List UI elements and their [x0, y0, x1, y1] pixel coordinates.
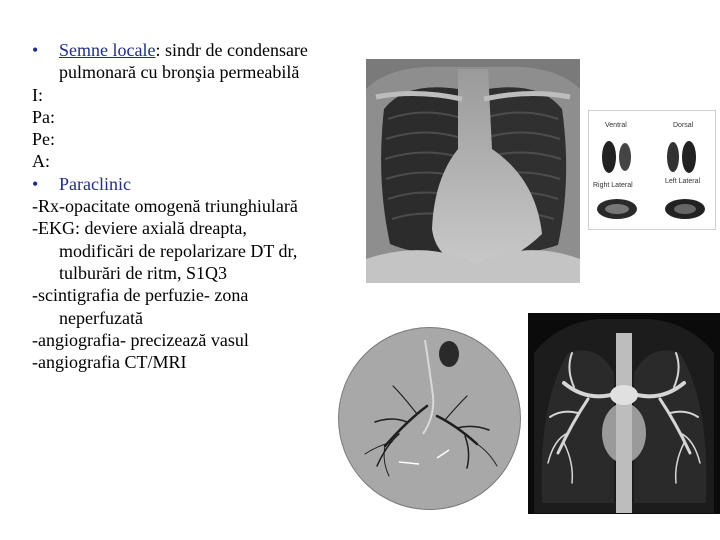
line-palpation: Pa: — [32, 106, 56, 127]
line-rx: -Rx-opacitate omogenă triunghiulară — [32, 196, 298, 217]
line-auscultation: A: — [32, 151, 50, 172]
line-inspection: I: — [32, 84, 43, 105]
bullet-semne-locale — [32, 39, 352, 61]
perfusion-scintigraphy-image — [588, 110, 716, 230]
line-percussion: Pe: — [32, 129, 56, 150]
line-scintigrafia: -scintigrafia de perfuzie- zona — [32, 285, 249, 306]
semne-locale-text: : sindr de condensare — [155, 40, 308, 60]
line-angiografia: -angiografia- precizează vasul — [32, 329, 249, 350]
line-scintigrafia-cont: neperfuzată — [59, 307, 143, 328]
line-ekg-cont-2: tulburări de ritm, S1Q3 — [59, 262, 227, 283]
line-ekg-cont-1: modificări de repolarizare DT dr, — [59, 240, 298, 261]
label-ventral: Ventral — [605, 122, 627, 129]
label-dorsal: Dorsal — [673, 122, 694, 129]
semne-locale-label: Semne locale — [59, 40, 156, 60]
paraclinic-label: Paraclinic — [59, 173, 131, 194]
label-left-lateral: Left Lateral — [665, 178, 701, 185]
bullet-marker: • — [32, 40, 39, 60]
line-angiografia-ct: -angiografia CT/MRI — [32, 352, 187, 373]
label-right-lateral: Right Lateral — [593, 182, 633, 189]
semne-locale-continuation: pulmonară cu bronşia permeabilă — [59, 62, 300, 83]
bullet-marker: • — [32, 173, 39, 194]
ct-angiography-image — [528, 313, 720, 514]
chest-xray-image — [366, 59, 580, 283]
slide-text — [32, 39, 352, 373]
bullet-paraclinic — [32, 173, 352, 195]
line-ekg: -EKG: deviere axială dreapta, — [32, 218, 247, 239]
pulmonary-angiography-image — [337, 326, 522, 511]
